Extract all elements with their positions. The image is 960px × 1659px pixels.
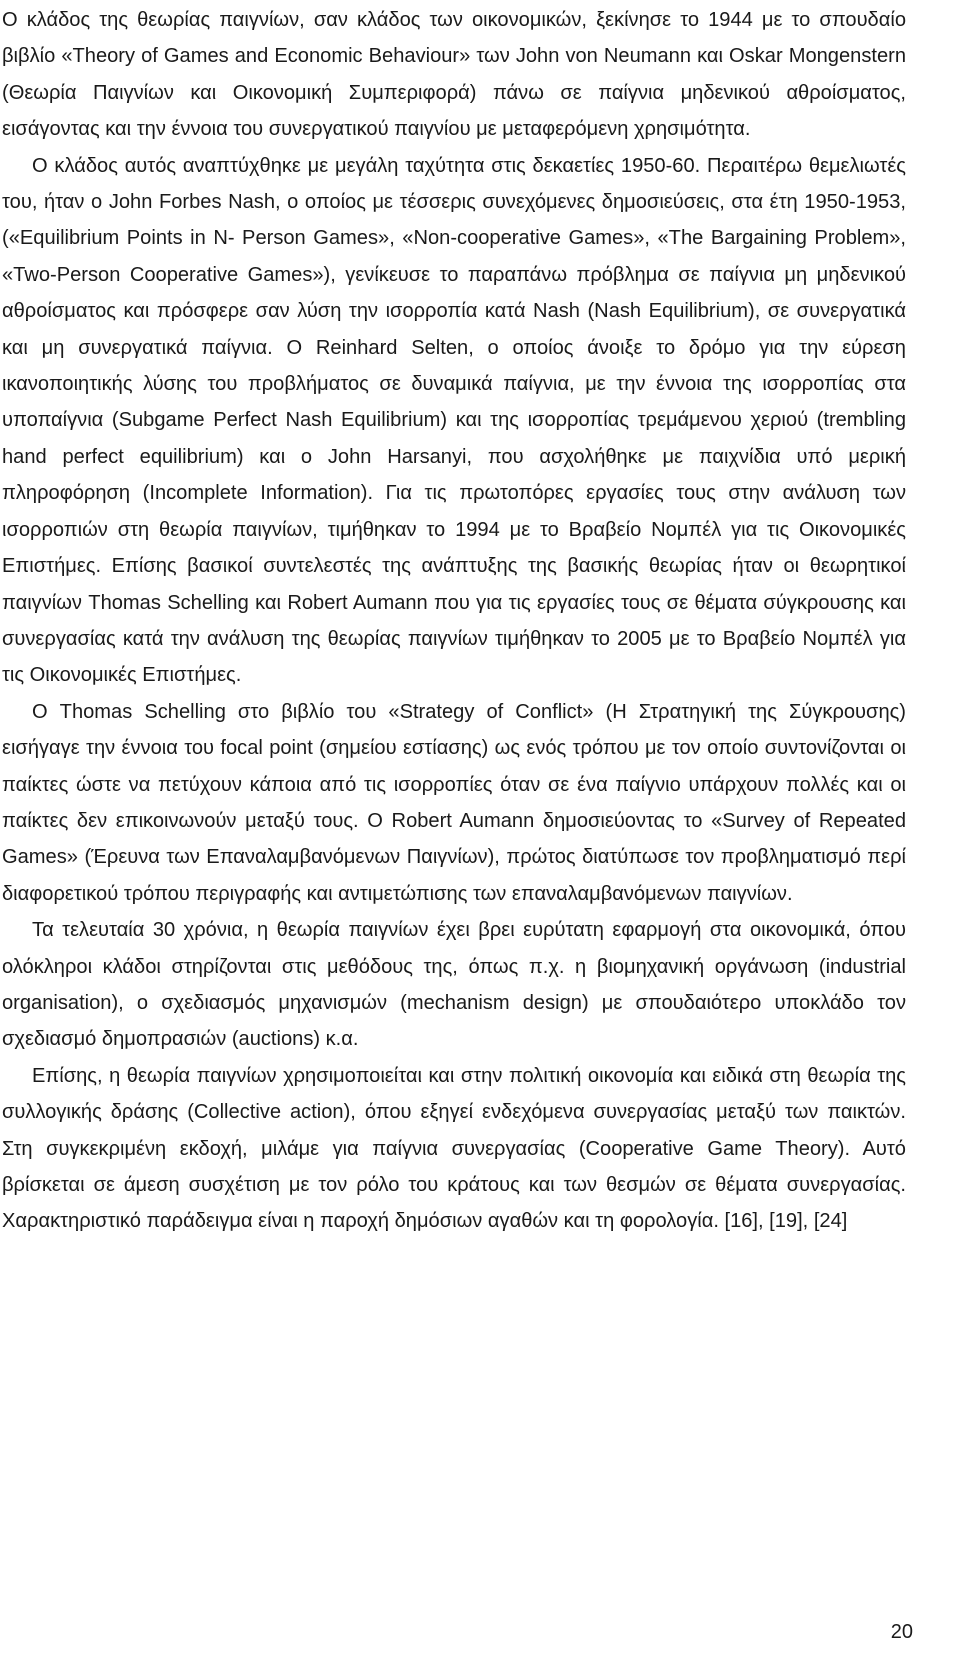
paragraph-schelling-aumann: Ο Thomas Schelling στο βιβλίο του «Strategy of Conflict» (Η Στρατηγική της Σύγκρουσης) εισήγαγε την έννοια του focal point (σημείου εστίασης) ως ενός τρόπου με τον οποίο συντονίζονται οι παίκτες ώστε να πετύχουν κάποια από τις ισορροπίες όταν σε ένα παίγνιο υπάρχουν πολλές και οι παίκτες δεν επικοινωνούν μεταξύ τους. Ο Robert Aumann δημοσιεύοντας το «Survey of Repeated Games» (Έρευνα των Επαναλαμβανόμενων Παιγνίων), πρώτος διατύπωσε τον προβληματισμό περί διαφορετικού τρόπου περιγραφής και αντιμετώπισης των επαναλαμβανόμενων παιγνίων.	[2, 700, 906, 905]
paragraph-economic-applications: Τα τελευταία 30 χρόνια, η θεωρία παιγνίων έχει βρει ευρύτατη εφαρμογή στα οικονομικά, όπου ολόκληροι κλάδοι στηρίζονται στις μεθόδους της, όπως π.χ. η βιομηχανική οργάνωση (industrial organisation), ο σχεδιασμός μηχανισμών (mechanism design) με σπουδαιότερο υποκλάδο τον σχεδιασμό δημοπρασιών (auctions) κ.α.	[2, 919, 906, 1051]
paragraph-collective-action: Επίσης, η θεωρία παιγνίων χρησιμοποιείται και στην πολιτική οικονομία και ειδικά στη θεωρία της συλλογικής δράσης (Collective action), όπου εξηγεί ενδεχόμενα συνεργασίας μεταξύ των παικτών. Στη συγκεκριμένη εκδοχή, μιλάμε για παίγνια συνεργασίας (Cooperative Game Theory). Αυτό βρίσκεται σε άμεση συσχέτιση με τον ρόλο του κράτους και των θεσμών σε θέματα συνεργασίας. Χαρακτηριστικό παράδειγμα είναι η παροχή δημόσιων αγαθών και τη φορολογία. [16], [19], [24]	[2, 1064, 906, 1233]
paragraph-nash-selten-harsanyi: Ο κλάδος αυτός αναπτύχθηκε με μεγάλη ταχύτητα στις δεκαετίες 1950-60. Περαιτέρω θεμελιωτές του, ήταν ο John Forbes Nash, ο οποίος με τέσσερις συνεχόμενες δημοσιεύσεις, στα έτη 1950-1953, («Equilibrium Points in N- Person Games», «Non-cooperative Games», «The Bargaining Problem», «Two-Person Cooperative Games»), γενίκευσε το παραπάνω πρόβλημα σε παίγνια μη μηδενικού αθροίσματος και πρόσφερε σαν λύση την ισορροπία κατά Nash (Nash Equilibrium), σε συνεργατικά και μη συνεργατικά παίγνια. Ο Reinhard Selten, ο οποίος άνοιξε το δρόμο για την εύρεση ικανοποιητικής λύσης του προβλήματος σε δυναμικά παίγνια, με την έννοια της ισορροπίας στα υποπαίγνια (Subgame Perfect Nash Equilibrium) και της ισορροπίας τρεμάμενου χεριού (trembling hand perfect equilibrium) και ο John Harsanyi, που ασχολήθηκε με παιχνίδια υπό μερική πληροφόρηση (Incomplete Information). Για τις πρωτοπόρες εργασίες τους στην ανάλυση των ισορροπιών στη θεωρία παιγνίων, τιμήθηκαν το 1994 με το Βραβείο Νομπέλ για τις Οικονομικές Επιστήμες. Επίσης βασικοί συντελεστές της ανάπτυξης της βασικής θεωρίας ήταν οι θεωρητικοί παιγνίων Thomas Schelling και Robert Aumann που για τις εργασίες τους σε θέματα σύγκρουσης και συνεργασίας κατά την ανάλυση της θεωρίας παιγνίων τιμήθηκαν το 2005 με το Βραβείο Νομπέλ για τις Οικονομικές Επιστήμες.	[2, 154, 906, 687]
paragraph-game-theory-origins: Ο κλάδος της θεωρίας παιγνίων, σαν κλάδος των οικονομικών, ξεκίνησε το 1944 με το σπουδαίο βιβλίο «Theory of Games and Economic Behaviour» των John von Neumann και Oskar Mongenstern (Θεωρία Παιγνίων και Οικονομική Συμπεριφορά) πάνω σε παίγνια μηδενικού αθροίσματος, εισάγοντας και την έννοια του συνεργατικού παιγνίου με μεταφερόμενη χρησιμότητα.	[2, 9, 906, 141]
body-text	[2, 2, 906, 1240]
page-number: 20	[890, 1621, 913, 1643]
